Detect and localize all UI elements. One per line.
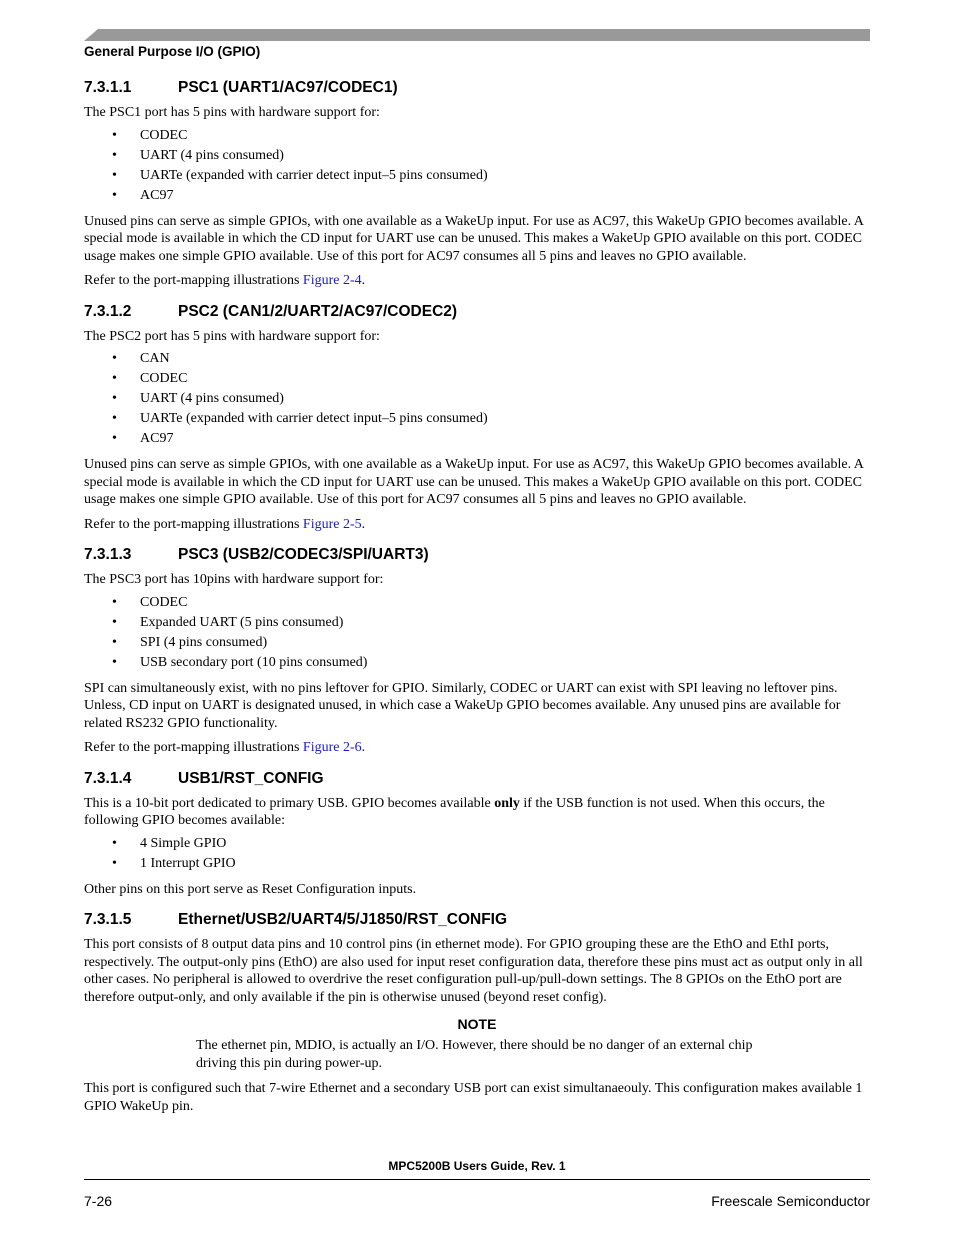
bullet-icon: •	[112, 614, 117, 630]
body-paragraph: SPI can simultaneously exist, with no pins leftover for GPIO. Similarly, CODEC or UART can exist with SPI leaving no leftover pins. Unless, CD input on UART is designated unused, in which case a WakeUp GPIO becomes available. Any unused pins are available for related RS232 GPIO functionality.	[84, 680, 841, 731]
page-body	[84, 78, 870, 1127]
figure-reference: Refer to the port-mapping illustrations Figure 2-6.	[84, 740, 366, 755]
list-item: • UARTe (expanded with carrier detect input–5 pins consumed)	[84, 166, 870, 186]
footer-divider	[84, 1179, 870, 1180]
body-paragraph: Other pins on this port serve as Reset Configuration inputs.	[84, 881, 417, 897]
section-title: PSC2 (CAN1/2/UART2/AC97/CODEC2)	[178, 302, 458, 320]
list-item: • AC97	[84, 186, 870, 206]
figure-link[interactable]: Figure 2-6	[302, 740, 362, 755]
body-paragraph: Unused pins can serve as simple GPIOs, with one available as a WakeUp input. For use as AC97, this WakeUp GPIO becomes available. A special mode is available in which the CD input for UART use can be unused. This makes a WakeUp GPIO available on this port. CODEC usage makes one simple GPIO available. Use of this port for AC97 consumes all 5 pins and leaves no GPIO available.	[84, 457, 864, 507]
bullet-icon: •	[112, 594, 117, 610]
bullet-icon: •	[112, 351, 117, 366]
list-item: • CAN	[84, 349, 870, 369]
list-item: • UARTe (expanded with carrier detect input–5 pins consumed)	[84, 409, 870, 429]
list-item: • SPI (4 pins consumed)	[84, 633, 870, 653]
header-bar	[84, 29, 870, 41]
figure-reference: Refer to the port-mapping illustrations Figure 2-5.	[84, 516, 366, 532]
section-heading	[84, 302, 870, 322]
bullet-icon: •	[112, 411, 117, 426]
list-item: • 1 Interrupt GPIO	[84, 854, 870, 874]
bullet-icon: •	[112, 634, 117, 650]
bullet-icon: •	[112, 147, 117, 163]
bullet-icon: •	[112, 855, 117, 871]
footer-doc-title: MPC5200B Users Guide, Rev. 1	[388, 1159, 566, 1173]
note-body: The ethernet pin, MDIO, is actually an I/O. However, there should be no danger of an external chip driving this pin during power-up.	[196, 1038, 753, 1071]
bullet-icon: •	[112, 835, 117, 851]
footer-company: Freescale Semiconductor	[711, 1193, 870, 1209]
bullet-list	[84, 126, 870, 206]
list-item: • Expanded UART (5 pins consumed)	[84, 613, 870, 633]
list-item: • CODEC	[84, 126, 870, 146]
section-title: Ethernet/USB2/UART4/5/J1850/RST_CONFIG	[178, 911, 508, 928]
section-number: 7.3.1.2	[84, 302, 132, 320]
section-psc1	[84, 78, 870, 290]
bullet-list	[84, 349, 870, 449]
body-paragraph: This port consists of 8 output data pins and 10 control pins (in ethernet mode). For GPIO grouping these are the EthO and EthI ports, respectively. The output-only pins (EthO) are also used for input reset configuration data, therefore these pins must act as output only in all other cases. No peripheral is allowed to overdrive the reset configuration pull-up/pull-down settings. The 8 GPIOs on the EthO port are therefore output-only, and only available if the pin is otherwise unused (beyond reset config).	[84, 937, 863, 1005]
section-title: PSC3 (USB2/CODEC3/SPI/UART3)	[178, 546, 429, 563]
body-paragraph: This port is configured such that 7-wire Ethernet and a secondary USB port can exist simultanaeouly. This configuration makes available 1 GPIO WakeUp pin.	[84, 1081, 863, 1114]
bullet-icon: •	[112, 391, 117, 406]
list-item: • AC97	[84, 429, 870, 449]
section-heading	[84, 78, 870, 98]
list-item: • CODEC	[84, 593, 870, 613]
running-header: General Purpose I/O (GPIO)	[84, 44, 261, 59]
emphasis-text: only	[494, 795, 520, 811]
page-number: 7-26	[84, 1193, 113, 1209]
section-heading	[84, 545, 870, 565]
figure-reference: Refer to the port-mapping illustrations Figure 2-4.	[84, 273, 366, 288]
bullet-icon: •	[112, 127, 117, 143]
list-item: • UART (4 pins consumed)	[84, 146, 870, 166]
body-paragraph: Unused pins can serve as simple GPIOs, with one available as a WakeUp input. For use as AC97, this WakeUp GPIO becomes available. A special mode is available in which the CD input for UART use can be unused. This makes a WakeUp GPIO available on this port. CODEC usage makes one simple GPIO available. Use of this port for AC97 consumes all 5 pins and leaves no GPIO available.	[84, 213, 864, 264]
note-title: NOTE	[457, 1016, 497, 1032]
section-title: USB1/RST_CONFIG	[178, 769, 324, 787]
intro-text: This is a 10-bit port dedicated to primary USB. GPIO becomes available only if the USB function is not used. When this occurs, the following GPIO becomes available:	[84, 795, 825, 828]
bullet-icon: •	[112, 431, 117, 446]
list-item: • CODEC	[84, 369, 870, 389]
section-heading	[84, 910, 870, 930]
bullet-icon: •	[112, 654, 117, 670]
list-item: • UART (4 pins consumed)	[84, 389, 870, 409]
section-psc2	[84, 302, 870, 534]
section-heading	[84, 769, 870, 789]
bullet-icon: •	[112, 371, 117, 386]
intro-text: The PSC2 port has 5 pins with hardware support for:	[84, 328, 380, 344]
section-number: 7.3.1.1	[84, 79, 132, 96]
section-number: 7.3.1.3	[84, 546, 132, 563]
intro-text: The PSC3 port has 10pins with hardware support for:	[84, 572, 384, 587]
bullet-list	[84, 593, 870, 673]
bullet-icon: •	[112, 187, 117, 203]
section-ethernet	[84, 910, 870, 1115]
intro-text: The PSC1 port has 5 pins with hardware support for:	[84, 105, 380, 120]
section-title: PSC1 (UART1/AC97/CODEC1)	[178, 79, 398, 96]
section-number: 7.3.1.4	[84, 769, 132, 787]
figure-link[interactable]: Figure 2-4	[302, 273, 362, 288]
list-item: • 4 Simple GPIO	[84, 834, 870, 854]
bullet-icon: •	[112, 167, 117, 183]
list-item: • USB secondary port (10 pins consumed)	[84, 653, 870, 673]
section-usb1	[84, 769, 870, 899]
section-psc3	[84, 545, 870, 757]
section-number: 7.3.1.5	[84, 911, 132, 928]
bullet-list	[84, 834, 870, 874]
figure-link[interactable]: Figure 2-5	[302, 516, 362, 532]
